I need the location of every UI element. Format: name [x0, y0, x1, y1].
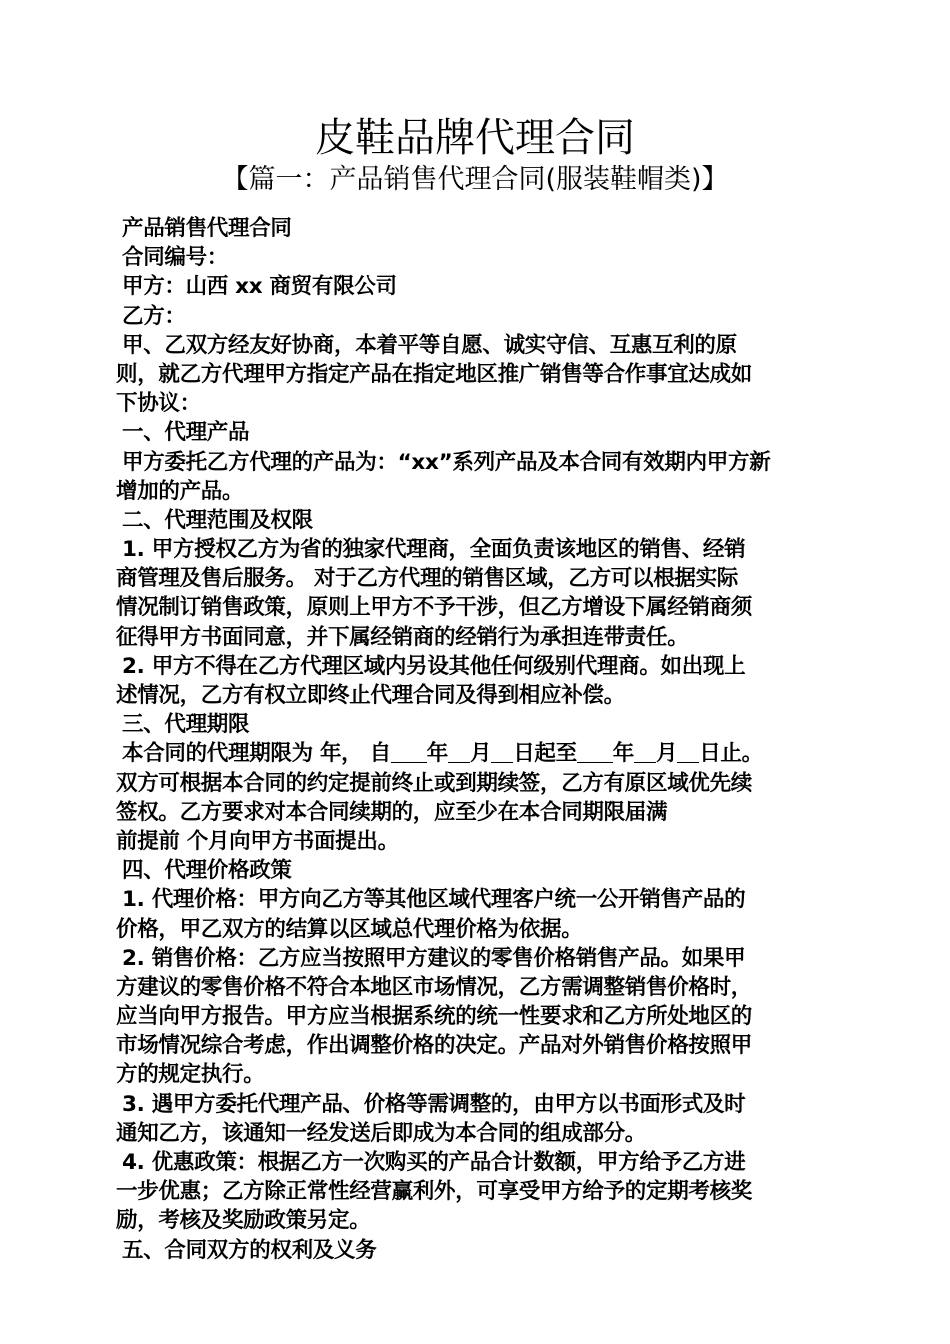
term-text: 年 [612, 741, 634, 767]
blank-line [677, 742, 699, 763]
section-heading: 二、代理范围及权限 [122, 507, 313, 533]
term-text: 月 [656, 741, 678, 767]
paragraph-line: 方的规定执行。 [116, 1062, 265, 1088]
blank-line [577, 742, 613, 763]
paragraph-line: 述情况，乙方有权立即终止代理合同及得到相应补偿。 [116, 683, 625, 708]
contract-name: 产品销售代理合同 [122, 216, 292, 241]
term-text: 年 [426, 741, 448, 767]
paragraph-line: 商管理及售后服务。 对于乙方代理的销售区域，乙方可以根据实际 [116, 566, 738, 592]
paragraph-line: 1. 甲方授权乙方为省的独家代理商，全面负责该地区的销售、经销 [122, 537, 746, 563]
paragraph-line: 2. 甲方不得在乙方代理区域内另设其他任何级别代理商。如出现上 [122, 653, 746, 679]
blank-line [634, 742, 656, 763]
section-heading: 三、代理期限 [122, 712, 250, 738]
paragraph-line: 励，考核及奖励政策另定。 [116, 1208, 371, 1234]
blank-line [448, 742, 470, 763]
paragraph-line: 1. 代理价格：甲方向乙方等其他区域代理客户统一公开销售产品的 [122, 887, 746, 913]
paragraph-line: 签权。乙方要求对本合同续期的，应至少在本合同期限届满 [116, 799, 668, 825]
paragraph-line: 双方可根据本合同的约定提前终止或到期续签，乙方有原区域优先续 [116, 770, 753, 796]
paragraph-line: 通知乙方，该通知一经发送后即成为本合同的组成部分。 [116, 1120, 647, 1146]
paragraph-line: 则，就乙方代理甲方指定产品在指定地区推广销售等合作事宜达成如 [116, 361, 753, 387]
paragraph-line: 应当向甲方报告。甲方应当根据系统的统一性要求和乙方所处地区的 [116, 1004, 753, 1030]
blank-line [391, 742, 427, 763]
paragraph-line: 价格，甲乙双方的结算以区域总代理价格为依据。 [116, 916, 583, 942]
paragraph-line: 2. 销售价格：乙方应当按照甲方建议的零售价格销售产品。如果甲 [122, 945, 746, 971]
paragraph-line: 征得甲方书面同意，并下属经销商的经销行为承担连带责任。 [116, 624, 689, 650]
paragraph-line: 一步优惠；乙方除正常性经营赢利外，可享受甲方给予的定期考核奖 [116, 1179, 753, 1205]
term-text: 月 [469, 741, 492, 767]
paragraph-line: 甲、乙双方经友好协商，本着平等自愿、诚实守信、互惠互利的原 [122, 332, 737, 358]
paragraph-line: 方建议的零售价格不符合本地区市场情况，乙方需调整销售价格时， [116, 974, 753, 1000]
document-body [116, 214, 846, 1265]
section-heading: 一、代理产品 [122, 420, 250, 446]
blank-line [491, 742, 513, 763]
party-a: 甲方：山西 xx 商贸有限公司 [122, 274, 397, 300]
document-title: 皮鞋品牌代理合同 [315, 115, 635, 161]
paragraph-line: 甲方委托乙方代理的产品为：“xx”系列产品及本合同有效期内甲方新 [122, 449, 771, 475]
document-subtitle: 【篇一：产品销售代理合同(服装鞋帽类)】 [221, 164, 729, 195]
paragraph-line: 前提前 个月向甲方书面提出。 [116, 828, 399, 854]
term-text: 本合同的代理期限为 年， 自 [122, 741, 391, 767]
contract-number-label: 合同编号： [122, 245, 229, 271]
term-text: 日止。 [699, 741, 763, 767]
section-heading: 四、代理价格政策 [122, 858, 292, 884]
party-b: 乙方： [122, 303, 186, 329]
section-heading: 五、合同双方的权利及义务 [122, 1237, 377, 1263]
paragraph-line: 增加的产品。 [116, 478, 244, 504]
paragraph-line: 情况制订销售政策，原则上甲方不予干涉，但乙方增设下属经销商须 [116, 595, 753, 621]
paragraph-line: 下协议： [116, 391, 201, 417]
paragraph-line: 4. 优惠政策：根据乙方一次购买的产品合计数额，甲方给予乙方进 [122, 1150, 746, 1175]
paragraph-line: 3. 遇甲方委托代理产品、价格等需调整的，由甲方以书面形式及时 [122, 1091, 746, 1117]
paragraph-line: 市场情况综合考虑，作出调整价格的决定。产品对外销售价格按照甲 [116, 1033, 753, 1059]
term-line [116, 739, 846, 768]
term-text: 日起至 [513, 741, 577, 767]
